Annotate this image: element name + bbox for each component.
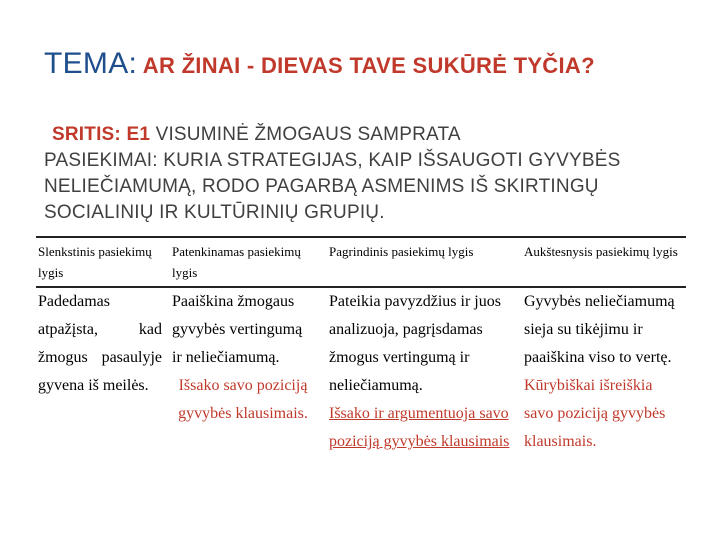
cell-advanced-position [524,372,684,456]
table-top-rule [36,236,686,238]
cell-advanced-red: Kūrybiškai išreiškia savo poziciją gyvybės klausimais. [524,377,666,450]
cell-satisfactory [172,288,314,428]
header-threshold: Slenkstinis pasiekimų lygis [38,244,152,280]
field-line [44,122,694,148]
field-code: E1 [126,124,151,145]
cell-advanced-text: Gyvybės neliečiamumą sieja su tikėjimu ir paaiškina viso to vertę. [524,293,675,366]
cell-satisfactory-text: Paaiškina žmogaus gyvybės vertingumą ir neliečiamumą. [172,293,303,366]
page-title [44,46,684,84]
header-advanced: Aukštesnysis pasiekimų lygis [524,244,678,259]
header-satisfactory: Patenkinamas pasiekimų lygis [172,244,301,280]
cell-advanced [524,288,684,456]
achievement-levels-table [36,236,686,536]
cell-basic-position: Išsako ir argumentuoja savo poziciją gyvybės klausimais [329,405,510,450]
cell-basic [329,288,515,456]
header-basic: Pagrindinis pasiekimų lygis [329,244,474,259]
title-text: AR ŽINAI - DIEVAS TAVE SUKŪRĖ TYČIA? [142,53,595,78]
subtitle-block [44,122,694,226]
field-label: SRITIS: [52,124,121,145]
field-value: VISUMINĖ ŽMOGAUS SAMPRATA [155,124,461,145]
cell-satisfactory-position: Išsako savo poziciją gyvybės klausimais. [178,377,308,422]
goals-text: PASIEKIMAI: KURIA STRATEGIJAS, KAIP IŠSAUGOTI GYVYBĖS NELIEČIAMUMĄ, RODO PAGARBĄ ASMENIMS IŠ SKIRTINGŲ SOCIALINIŲ IR KULTŪRINIŲ GRUPIŲ. [44,150,621,223]
title-prefix: TEMA: [44,47,138,80]
cell-threshold: Padedamas atpažįsta, kad žmogus pasaulyje gyvena iš meilės. [38,293,162,394]
cell-basic-text: Pateikia pavyzdžius ir juos analizuoja, pagrįsdamas žmogus vertingumą ir neliečiamumą. [329,293,501,394]
